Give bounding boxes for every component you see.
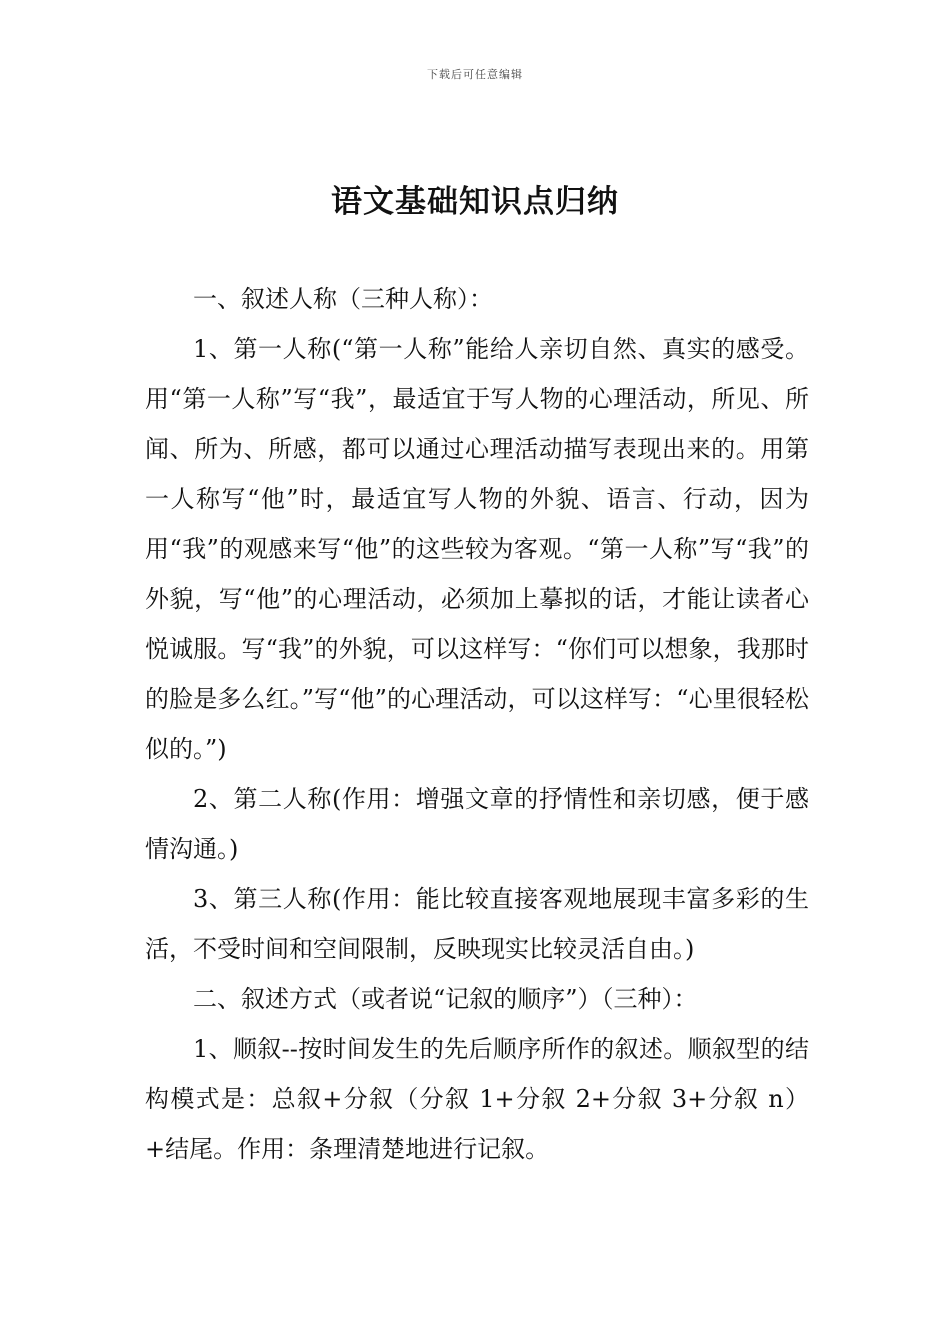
paragraph-first-person: 1、第一人称(“第一人称”能给人亲切自然、真实的感受。用“第一人称”写“我”，最适宜于写人物的心理活动，所见、所闻、所为、所感，都可以通过心理活动描写表现出来的。用第一人称写“他”时，最适宜写人物的外貌、语言、行动，因为用“我”的观感来写“他”的这些较为客观。“第一人称”写“我”的外貌，写“他”的心理活动，必须加上摹拟的话，才能让读者心悦诚服。写“我”的外貌，可以这样写：“你们可以想象，我那时的脸是多么红。”写“他”的心理活动，可以这样写：“心里很轻松似的。”): [145, 335, 809, 763]
paragraph-chronological: 1、顺叙--按时间发生的先后顺序所作的叙述。顺叙型的结构模式是：总叙+分叙（分叙 1+分叙 2+分叙 3+分叙 n）+结尾。作用：条理清楚地进行记叙。: [145, 1035, 809, 1163]
page-header: 下载后可任意编辑: [427, 68, 523, 81]
document-body: [145, 274, 809, 1174]
section-heading-narrative-person: 一、叙述人称（三种人称）：: [193, 285, 493, 313]
section-heading-narrative-order: 二、叙述方式（或者说“记叙的顺序”）（三种）：: [193, 985, 698, 1013]
document-title: 语文基础知识点归纳: [331, 184, 619, 220]
paragraph-second-person: 2、第二人称(作用：增强文章的抒情性和亲切感，便于感情沟通。): [145, 785, 809, 863]
paragraph-third-person: 3、第三人称(作用：能比较直接客观地展现丰富多彩的生活，不受时间和空间限制，反映现实比较灵活自由。): [145, 885, 809, 963]
